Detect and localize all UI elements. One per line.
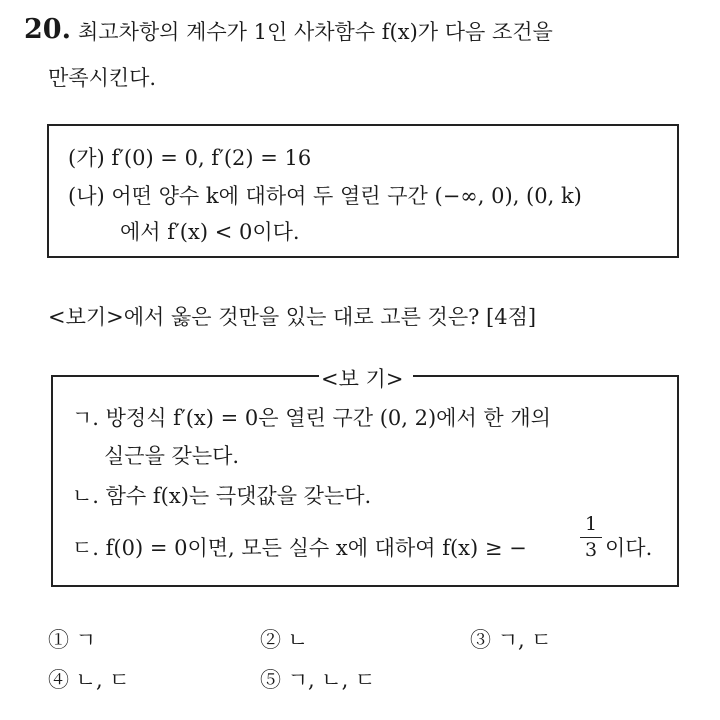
fraction-bar xyxy=(580,537,602,538)
bogi-title: <보 기> xyxy=(321,367,404,391)
choice-3[interactable]: ③ ㄱ, ㄷ xyxy=(470,628,552,652)
choice-4[interactable]: ④ ㄴ, ㄷ xyxy=(48,668,130,692)
choice-2[interactable]: ② ㄴ xyxy=(260,628,308,652)
bogi-item-3-fraction xyxy=(580,515,602,560)
choice-5[interactable]: ⑤ ㄱ, ㄴ, ㄷ xyxy=(260,668,376,692)
bogi-prompt: <보기>에서 옳은 것만을 있는 대로 고른 것은? [4점] xyxy=(48,305,537,329)
fraction-numerator: 1 xyxy=(584,513,598,535)
bogi-item-3-pre: ㄷ. f(0) = 0이면, 모든 실수 x에 대하여 f(x) ≥ − xyxy=(72,536,527,560)
bogi-item-3-post: 이다. xyxy=(605,536,653,560)
bogi-box-top-border-left xyxy=(51,375,319,377)
choice-1[interactable]: ① ㄱ xyxy=(48,628,96,652)
condition-na-line2: 에서 f′(x) < 0이다. xyxy=(120,220,300,244)
condition-na-line1: (나) 어떤 양수 k에 대하여 두 열린 구간 (−∞, 0), (0, k) xyxy=(68,184,582,208)
bogi-item-2: ㄴ. 함수 f(x)는 극댓값을 갖는다. xyxy=(72,484,372,508)
fraction-denominator: 3 xyxy=(584,539,598,561)
bogi-item-1-line2: 실근을 갖는다. xyxy=(104,444,240,468)
condition-ga: (가) f′(0) = 0, f′(2) = 16 xyxy=(68,146,312,170)
question-stem-line1: 최고차항의 계수가 1인 사차함수 f(x)가 다음 조건을 xyxy=(78,20,553,44)
bogi-item-1-line1: ㄱ. 방정식 f′(x) = 0은 열린 구간 (0, 2)에서 한 개의 xyxy=(72,406,551,430)
question-stem-line2: 만족시킨다. xyxy=(48,66,157,90)
question-number: 20. xyxy=(24,14,71,45)
bogi-box-top-border-right xyxy=(413,375,679,377)
